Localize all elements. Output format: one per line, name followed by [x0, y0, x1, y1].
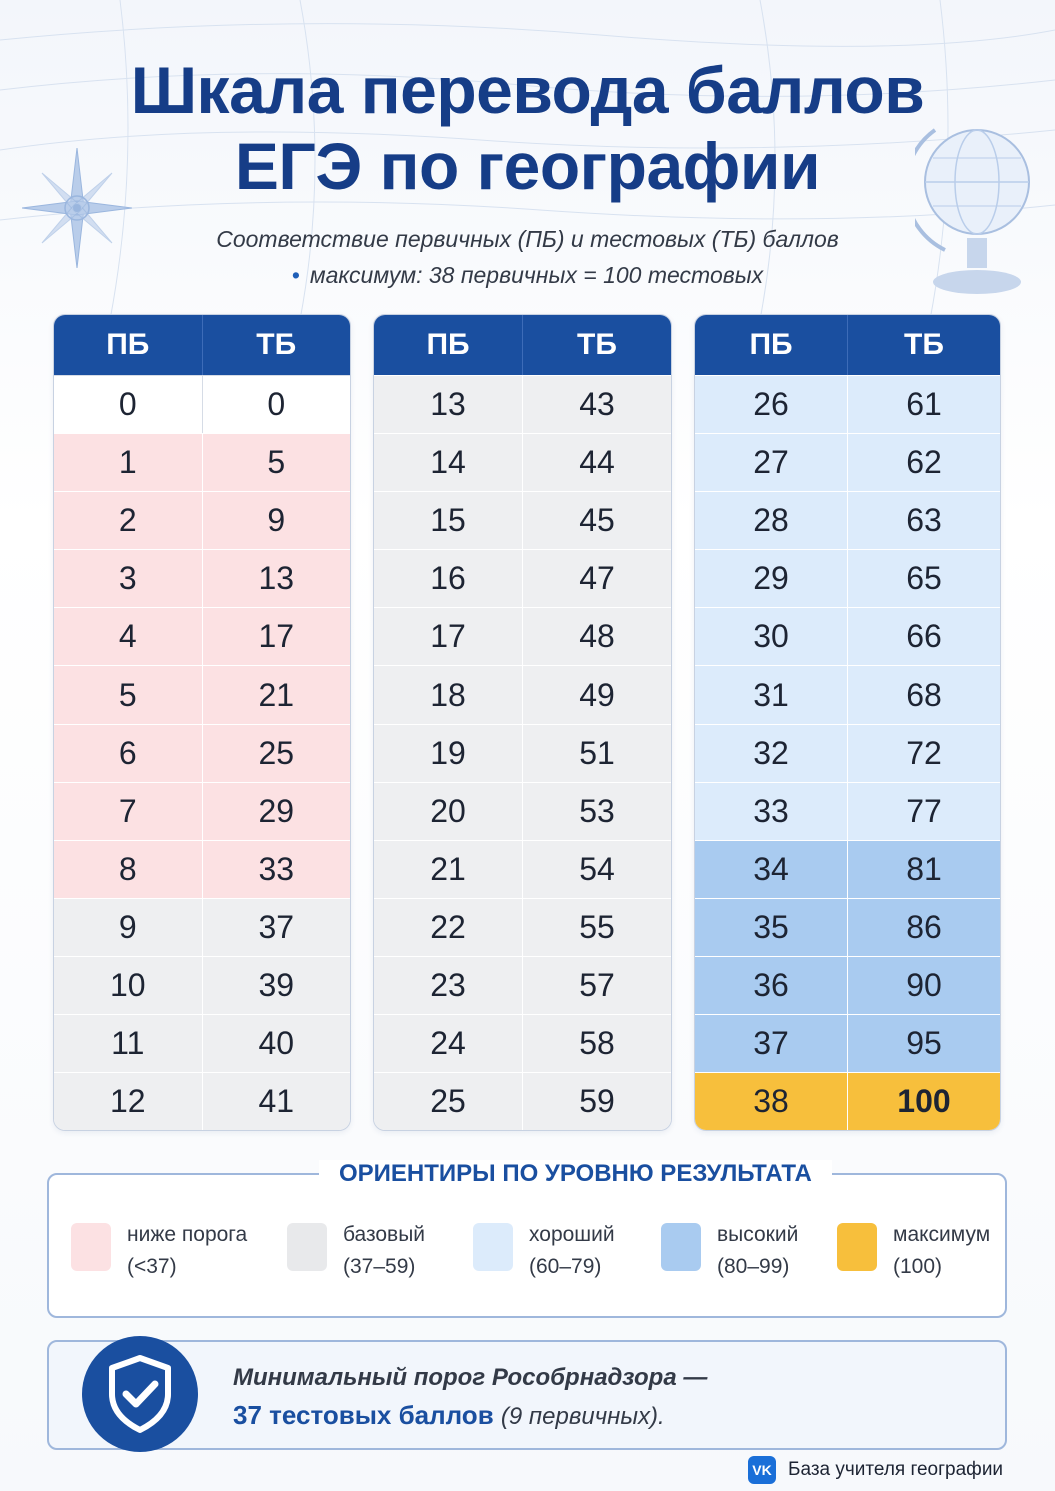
legend-swatch	[473, 1223, 513, 1271]
shield-check-icon	[82, 1336, 198, 1452]
legend-label: хороший	[529, 1223, 615, 1246]
primary-score-cell: 30	[753, 618, 789, 655]
table-row	[374, 1014, 671, 1072]
primary-score-cell: 19	[430, 734, 466, 771]
legend-item-base	[287, 1223, 425, 1283]
primary-score-cell: 32	[753, 734, 789, 771]
table-row	[695, 956, 1000, 1014]
test-score-cell: 41	[202, 1073, 351, 1130]
primary-score-cell: 16	[430, 560, 466, 597]
table-body	[374, 375, 671, 1130]
primary-score-cell: 38	[753, 1083, 789, 1120]
legend-label: высокий	[717, 1223, 799, 1246]
footer-source-link[interactable]: База учителя географии	[788, 1459, 1004, 1480]
table-header	[54, 315, 350, 375]
test-score-cell: 51	[522, 725, 671, 782]
table-row	[374, 433, 671, 491]
table-row	[374, 840, 671, 898]
test-score-cell: 90	[847, 957, 1000, 1014]
test-score-cell: 44	[522, 434, 671, 491]
table-row	[695, 724, 1000, 782]
column-header-pb: ПБ	[106, 328, 150, 361]
table-row	[54, 375, 350, 433]
table-row	[695, 1072, 1000, 1130]
column-header-pb: ПБ	[749, 328, 793, 361]
threshold-value: 37 тестовых баллов	[233, 1400, 494, 1430]
primary-score-cell: 29	[753, 560, 789, 597]
test-score-cell: 39	[202, 957, 351, 1014]
primary-score-cell: 18	[430, 676, 466, 713]
legend-range: (<37)	[127, 1255, 177, 1278]
legend-range: (100)	[893, 1255, 943, 1278]
table-row	[374, 782, 671, 840]
table-row	[695, 549, 1000, 607]
test-score-cell: 45	[522, 492, 671, 549]
test-score-cell: 13	[202, 550, 351, 607]
test-score-cell: 66	[847, 608, 1000, 665]
table-row	[695, 898, 1000, 956]
table-row	[54, 898, 350, 956]
legend-swatch	[71, 1223, 111, 1271]
primary-score-cell: 25	[430, 1083, 466, 1120]
primary-score-cell: 1	[118, 444, 137, 481]
subtitle-max	[0, 262, 1055, 289]
primary-score-cell: 36	[753, 966, 789, 1003]
table-row	[54, 491, 350, 549]
test-score-cell: 53	[522, 783, 671, 840]
test-score-cell: 57	[522, 957, 671, 1014]
primary-score-cell: 35	[753, 908, 789, 945]
score-table-2	[373, 314, 672, 1131]
primary-score-cell: 37	[753, 1025, 789, 1062]
legend-label: максимум	[893, 1223, 991, 1246]
table-row	[374, 665, 671, 723]
primary-score-cell: 9	[118, 908, 137, 945]
threshold-note	[47, 1340, 1007, 1450]
title-line-1: Шкала перевода баллов	[130, 53, 925, 127]
primary-score-cell: 8	[118, 850, 137, 887]
legend-item-max	[837, 1223, 990, 1283]
primary-score-cell: 14	[430, 444, 466, 481]
primary-score-cell: 33	[753, 792, 789, 829]
test-score-cell: 63	[847, 492, 1000, 549]
legend-item-good	[473, 1223, 615, 1283]
column-header-pb: ПБ	[426, 328, 470, 361]
bullet-icon: •	[291, 262, 300, 288]
table-row	[54, 1072, 350, 1130]
primary-score-cell: 26	[753, 386, 789, 423]
table-row	[695, 491, 1000, 549]
primary-score-cell: 20	[430, 792, 466, 829]
test-score-cell: 62	[847, 434, 1000, 491]
title-line-2: ЕГЭ по географии	[234, 129, 821, 203]
legend-swatch	[287, 1223, 327, 1271]
table-body	[54, 375, 350, 1130]
table-row	[54, 665, 350, 723]
test-score-cell: 37	[202, 899, 351, 956]
table-row	[695, 840, 1000, 898]
legend-range: (80–99)	[717, 1255, 790, 1278]
table-row	[695, 607, 1000, 665]
vk-logo-icon: VK	[748, 1456, 776, 1484]
table-row	[374, 724, 671, 782]
test-score-cell: 5	[202, 434, 351, 491]
primary-score-cell: 13	[430, 386, 466, 423]
legend-swatch	[661, 1223, 701, 1271]
primary-score-cell: 10	[109, 966, 146, 1003]
test-score-cell: 21	[202, 666, 351, 723]
table-row	[54, 1014, 350, 1072]
test-score-cell: 29	[202, 783, 351, 840]
table-header	[695, 315, 1000, 375]
table-row	[374, 898, 671, 956]
table-row	[54, 782, 350, 840]
test-score-cell: 72	[847, 725, 1000, 782]
test-score-cell: 33	[202, 841, 351, 898]
table-row	[695, 782, 1000, 840]
test-score-cell: 59	[522, 1073, 671, 1130]
legend-range: (37–59)	[343, 1255, 416, 1278]
primary-score-cell: 31	[753, 676, 789, 713]
test-score-cell: 40	[202, 1015, 351, 1072]
test-score-cell: 65	[847, 550, 1000, 607]
test-score-cell: 100	[847, 1073, 1000, 1130]
table-header	[374, 315, 671, 375]
test-score-cell: 54	[522, 841, 671, 898]
test-score-cell: 68	[847, 666, 1000, 723]
level-legend	[47, 1160, 1007, 1318]
primary-score-cell: 5	[118, 676, 137, 713]
table-row	[54, 433, 350, 491]
primary-score-cell: 3	[118, 560, 137, 597]
table-row	[54, 549, 350, 607]
test-score-cell: 77	[847, 783, 1000, 840]
source-footer	[748, 1456, 1003, 1484]
primary-score-cell: 15	[430, 502, 466, 539]
primary-score-cell: 4	[118, 618, 137, 655]
test-score-cell: 49	[522, 666, 671, 723]
threshold-line-1: Минимальный порог Рособрнадзора —	[233, 1364, 708, 1391]
table-row	[374, 375, 671, 433]
legend-swatch	[837, 1223, 877, 1271]
test-score-cell: 47	[522, 550, 671, 607]
primary-score-cell: 6	[118, 734, 137, 771]
test-score-cell: 25	[202, 725, 351, 782]
primary-score-cell: 27	[753, 444, 789, 481]
primary-score-cell: 21	[430, 850, 466, 887]
threshold-primary: (9 первичных).	[500, 1403, 665, 1430]
test-score-cell: 0	[202, 376, 351, 433]
subtitle-max-text: максимум: 38 первичных = 100 тестовых	[309, 262, 764, 288]
primary-score-cell: 34	[753, 850, 789, 887]
primary-score-cell: 28	[753, 502, 789, 539]
primary-score-cell: 24	[430, 1025, 466, 1062]
primary-score-cell: 2	[118, 502, 137, 539]
test-score-cell: 55	[522, 899, 671, 956]
score-table-1	[53, 314, 351, 1131]
column-header-tb: ТБ	[847, 315, 1000, 375]
column-header-tb: ТБ	[522, 315, 671, 375]
table-row	[54, 956, 350, 1014]
page-title	[0, 52, 1055, 204]
test-score-cell: 61	[847, 376, 1000, 433]
primary-score-cell: 17	[430, 618, 466, 655]
test-score-cell: 48	[522, 608, 671, 665]
table-row	[54, 724, 350, 782]
test-score-cell: 9	[202, 492, 351, 549]
table-row	[374, 491, 671, 549]
table-row	[695, 375, 1000, 433]
primary-score-cell: 0	[118, 386, 137, 423]
table-row	[374, 607, 671, 665]
primary-score-cell: 11	[111, 1025, 145, 1062]
table-row	[54, 840, 350, 898]
primary-score-cell: 7	[118, 792, 137, 829]
table-row	[695, 433, 1000, 491]
table-row	[374, 1072, 671, 1130]
legend-item-high	[661, 1223, 798, 1283]
legend-item-below	[71, 1223, 247, 1283]
test-score-cell: 58	[522, 1015, 671, 1072]
legend-label: ниже порога	[127, 1223, 248, 1246]
test-score-cell: 81	[847, 841, 1000, 898]
test-score-cell: 86	[847, 899, 1000, 956]
primary-score-cell: 12	[109, 1083, 146, 1120]
test-score-cell: 17	[202, 608, 351, 665]
legend-label: базовый	[343, 1223, 426, 1246]
table-row	[374, 549, 671, 607]
test-score-cell: 95	[847, 1015, 1000, 1072]
table-body	[695, 375, 1000, 1130]
primary-score-cell: 23	[430, 966, 466, 1003]
legend-range: (60–79)	[529, 1255, 602, 1278]
legend-title: ОРИЕНТИРЫ ПО УРОВНЮ РЕЗУЛЬТАТА	[319, 1160, 832, 1188]
table-row	[374, 956, 671, 1014]
test-score-cell: 43	[522, 376, 671, 433]
column-header-tb: ТБ	[202, 315, 351, 375]
threshold-line-2	[233, 1400, 665, 1431]
table-row	[54, 607, 350, 665]
table-row	[695, 1014, 1000, 1072]
table-row	[695, 665, 1000, 723]
primary-score-cell: 22	[430, 908, 466, 945]
subtitle: Соответствие первичных (ПБ) и тестовых (ТБ) баллов	[216, 226, 839, 252]
score-table-3	[694, 314, 1001, 1131]
